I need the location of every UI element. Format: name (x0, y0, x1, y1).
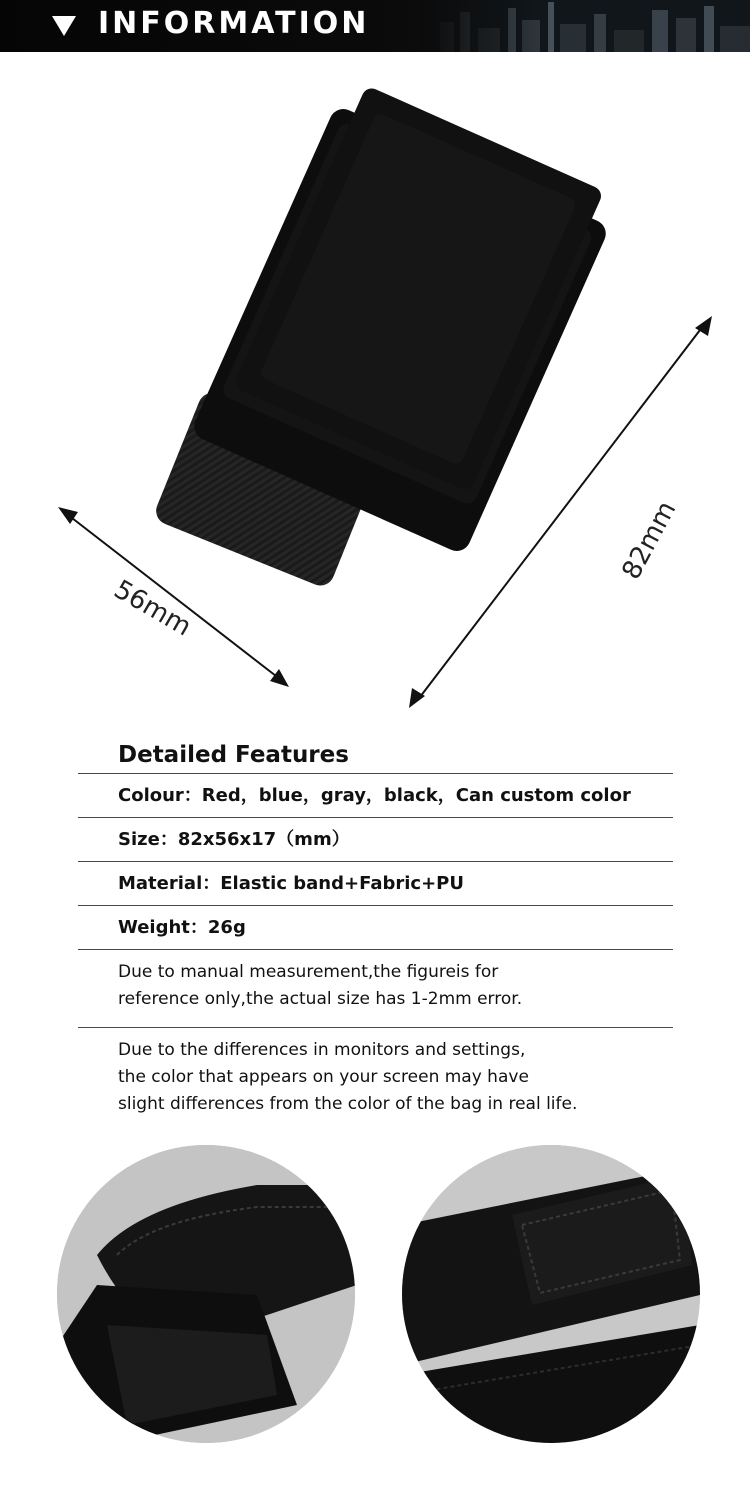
color-disclaimer-line: Due to the differences in monitors and settings, (118, 1040, 526, 1060)
width-label: 56mm (108, 574, 197, 643)
feature-size: Size：82x56x17（mm） (78, 817, 673, 861)
detail-photo-right (402, 1145, 700, 1443)
features-heading: Detailed Features (118, 742, 349, 768)
feature-material: Material：Elastic band+Fabric+PU (78, 861, 673, 905)
leather-tab-detail-image (402, 1145, 700, 1443)
feature-weight: Weight：26g (78, 905, 673, 949)
color-disclaimer-line: slight differences from the color of the bag in real life. (118, 1094, 578, 1114)
feature-colour: Colour：Red，blue，gray，black，Can custom color (78, 773, 673, 817)
measurement-note (78, 949, 673, 1027)
city-skyline-image (420, 0, 750, 52)
detailed-features (78, 733, 673, 1137)
leather-flap-detail-image (57, 1145, 355, 1443)
color-disclaimer-line: the color that appears on your screen may have (118, 1067, 529, 1087)
down-triangle-icon (52, 16, 76, 36)
color-disclaimer (78, 1027, 673, 1137)
measurement-note-line: Due to manual measurement,the figureis for (118, 962, 499, 982)
product-dimension-image (0, 70, 750, 720)
detail-photo-left (57, 1145, 355, 1443)
measurement-note-line: reference only,the actual size has 1-2mm error. (118, 989, 523, 1009)
information-banner (0, 0, 750, 52)
banner-title: INFORMATION (98, 6, 370, 41)
length-label: 82mm (616, 496, 683, 585)
